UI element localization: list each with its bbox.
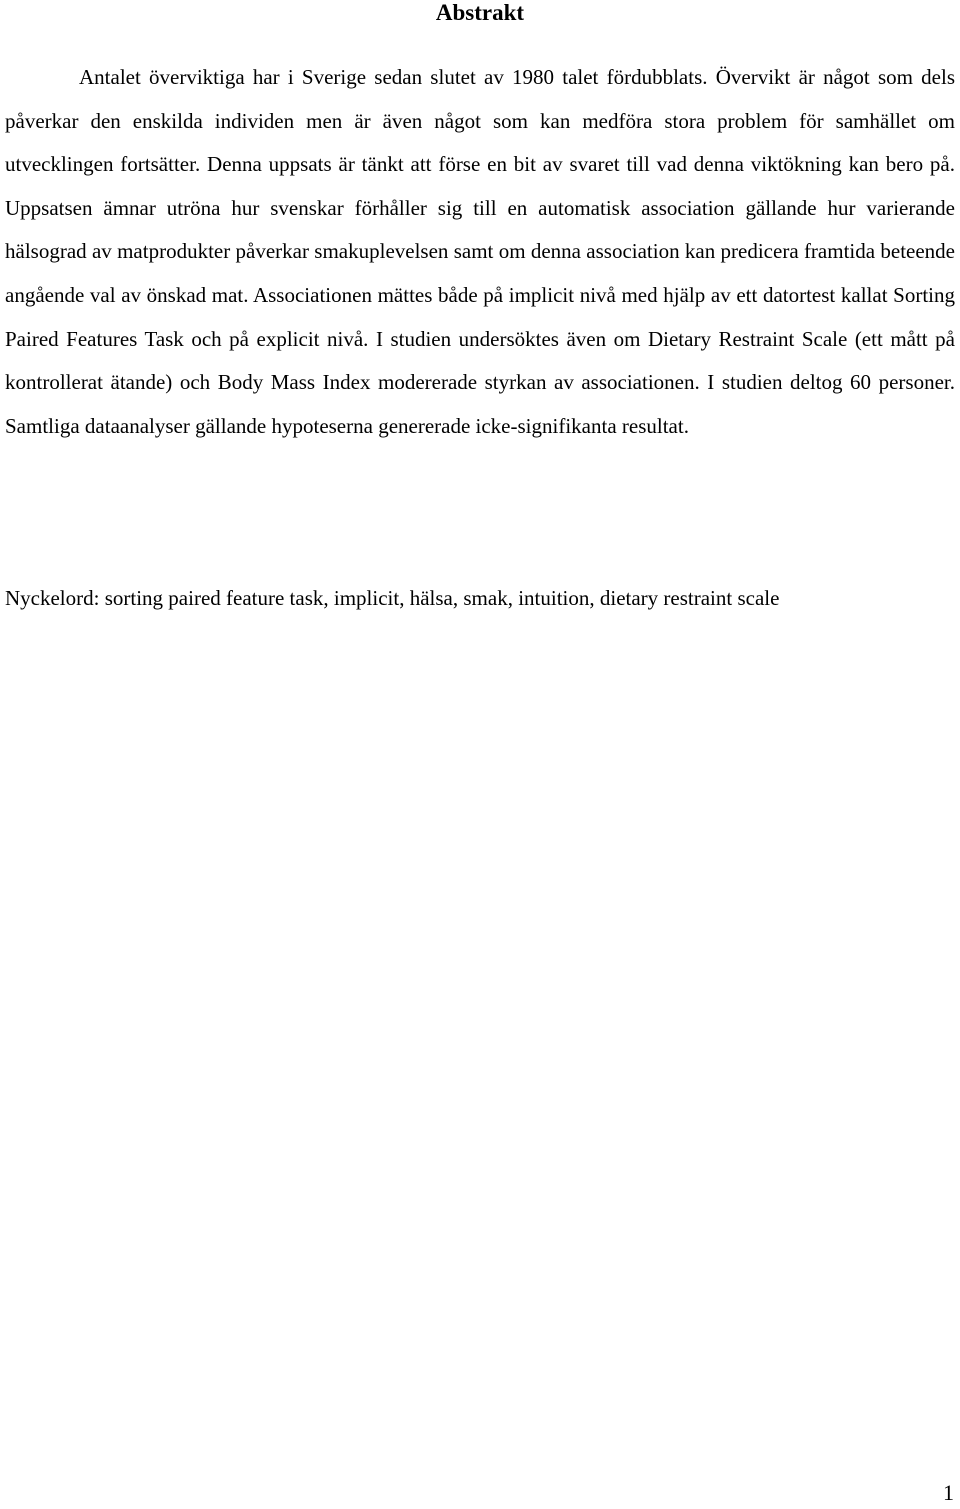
page-title: Abstrakt (435, 0, 525, 25)
page-number: 1 (943, 1480, 954, 1505)
keywords-line: Nyckelord: sorting paired feature task, implicit, hälsa, smak, intuition, dietary restraint scale (5, 586, 780, 610)
abstract-paragraph: Antalet överviktiga har i Sverige sedan slutet av 1980 talet fördubblats. Övervikt är något som dels påverkar den enskilda individen men är även något som kan medföra stora problem för samhället om utvecklingen fortsätter. Denna uppsats är tänkt att förse en bit av svaret till vad denna viktökning kan bero på. Uppsatsen ämnar utröna hur svenskar förhåller sig till en automatisk association gällande hur varierande hälsograd av matprodukter påverkar smakuplevelsen samt om denna association kan predicera framtida beteende angående val av önskad mat. Associationen mättes både på implicit nivå med hjälp av ett datortest kallat Sorting Paired Features Task och på explicit nivå. I studien undersöktes även om Dietary Restraint Scale (ett mått på kontrollerat ätande) och Body Mass Index modererade styrkan av associationen. I studien deltog 60 personer. Samtliga dataanalyser gällande hypoteserna genererade icke-signifikanta resultat. (5, 65, 955, 438)
